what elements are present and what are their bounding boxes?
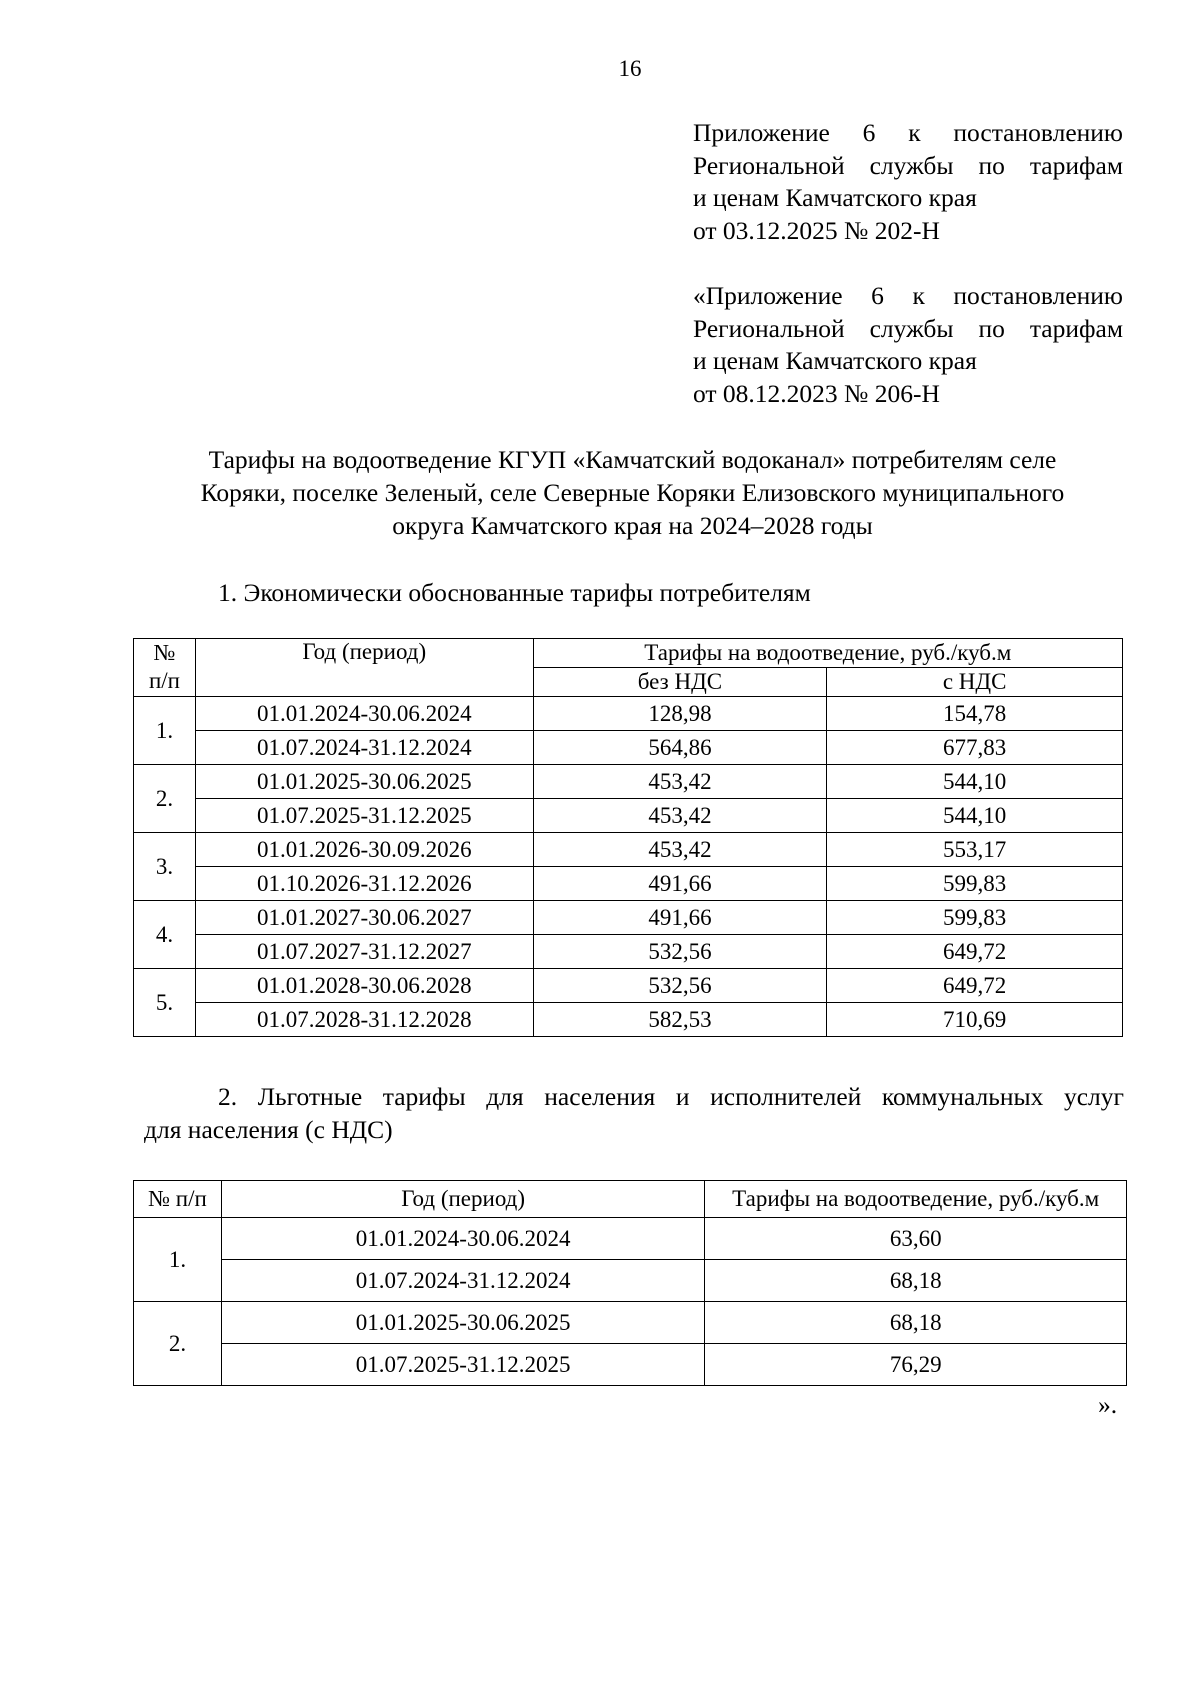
appendix-line: «Приложение 6 к постановлению <box>693 281 1123 310</box>
table-row <box>134 697 1123 731</box>
header-num <box>134 639 196 697</box>
row-number: 2. <box>134 1302 222 1386</box>
header-tariff: Тарифы на водоотведение, руб./куб.м <box>705 1181 1127 1218</box>
row-number: 1. <box>134 1218 222 1302</box>
tariff-without-vat-cell: 453,42 <box>533 799 827 833</box>
period-cell: 01.01.2027-30.06.2027 <box>195 901 533 935</box>
section2-heading-line1: 2. Льготные тарифы для населения и исполнителей коммунальных услуг <box>218 1082 1124 1111</box>
closing-quote: ». <box>1098 1390 1118 1419</box>
row-number: 2. <box>134 765 196 833</box>
tariff-without-vat-cell: 532,56 <box>533 935 827 969</box>
row-number: 4. <box>134 901 196 969</box>
economic-tariffs-table <box>133 638 1123 1037</box>
section1-heading: 1. Экономически обоснованные тарифы потребителям <box>218 578 811 607</box>
tariff-with-vat-cell: 154,78 <box>827 697 1123 731</box>
appendix-line: и ценам Камчатского края <box>693 183 977 212</box>
table-row <box>134 1302 1127 1344</box>
table-row <box>134 799 1123 833</box>
title-line: округа Камчатского края на 2024–2028 годы <box>392 511 873 540</box>
tariff-cell: 63,60 <box>705 1218 1127 1260</box>
appendix-line: Региональной службы по тарифам <box>693 313 1123 343</box>
tariff-cell: 68,18 <box>705 1302 1127 1344</box>
period-cell: 01.07.2024-31.12.2024 <box>221 1260 704 1302</box>
tariff-with-vat-cell: 544,10 <box>827 799 1123 833</box>
table-row <box>134 867 1123 901</box>
period-cell: 01.07.2025-31.12.2025 <box>221 1344 704 1386</box>
tariff-without-vat-cell: 582,53 <box>533 1003 827 1037</box>
tariff-without-vat-cell: 532,56 <box>533 969 827 1003</box>
appendix-line: и ценам Камчатского края <box>693 346 977 375</box>
period-cell: 01.01.2024-30.06.2024 <box>195 697 533 731</box>
tariff-without-vat-cell: 491,66 <box>533 867 827 901</box>
table-row <box>134 1260 1127 1302</box>
header-with-vat: с НДС <box>827 668 1123 697</box>
period-cell: 01.01.2026-30.09.2026 <box>195 833 533 867</box>
row-number: 3. <box>134 833 196 901</box>
period-cell: 01.07.2025-31.12.2025 <box>195 799 533 833</box>
table-row <box>134 969 1123 1003</box>
tariff-with-vat-cell: 599,83 <box>827 901 1123 935</box>
section2-heading-line2: для населения (с НДС) <box>144 1115 393 1144</box>
title-line: Коряки, поселке Зеленый, селе Северные Коряки Елизовского муниципального <box>200 478 1065 507</box>
title-line: Тарифы на водоотведение КГУП «Камчатский водоканал» потребителям селе <box>208 445 1057 474</box>
period-cell: 01.01.2025-30.06.2025 <box>195 765 533 799</box>
tariff-with-vat-cell: 649,72 <box>827 969 1123 1003</box>
tariff-without-vat-cell: 453,42 <box>533 833 827 867</box>
header-without-vat: без НДС <box>533 668 827 697</box>
tariff-with-vat-cell: 553,17 <box>827 833 1123 867</box>
period-cell: 01.01.2025-30.06.2025 <box>221 1302 704 1344</box>
preferential-tariffs-table <box>133 1180 1127 1386</box>
row-number: 5. <box>134 969 196 1037</box>
tariff-cell: 76,29 <box>705 1344 1127 1386</box>
tariff-with-vat-cell: 599,83 <box>827 867 1123 901</box>
appendix-line: Региональной службы по тарифам <box>693 150 1123 180</box>
section2-heading <box>144 1080 1124 1146</box>
period-cell: 01.07.2028-31.12.2028 <box>195 1003 533 1037</box>
tariff-without-vat-cell: 564,86 <box>533 731 827 765</box>
period-cell: 01.01.2028-30.06.2028 <box>195 969 533 1003</box>
table-row <box>134 731 1123 765</box>
tariff-with-vat-cell: 649,72 <box>827 935 1123 969</box>
header-num: № п/п <box>134 1181 222 1218</box>
appendix-current <box>693 117 1123 247</box>
header-period: Год (период) <box>195 639 533 697</box>
header-period: Год (период) <box>221 1181 704 1218</box>
table-row <box>134 1218 1127 1260</box>
tariff-without-vat-cell: 491,66 <box>533 901 827 935</box>
document-title <box>140 443 1125 542</box>
header-num-line2: п/п <box>148 668 180 693</box>
table-row <box>134 935 1123 969</box>
appendix-line: от 08.12.2023 № 206-Н <box>693 378 940 408</box>
header-tariffs: Тарифы на водоотведение, руб./куб.м <box>533 639 1122 668</box>
tariff-with-vat-cell: 710,69 <box>827 1003 1123 1037</box>
period-cell: 01.07.2024-31.12.2024 <box>195 731 533 765</box>
appendix-original <box>693 280 1123 410</box>
period-cell: 01.10.2026-31.12.2026 <box>195 867 533 901</box>
tariff-with-vat-cell: 544,10 <box>827 765 1123 799</box>
tariff-with-vat-cell: 677,83 <box>827 731 1123 765</box>
page-number: 16 <box>618 56 642 81</box>
tariff-cell: 68,18 <box>705 1260 1127 1302</box>
appendix-line: Приложение 6 к постановлению <box>693 118 1123 147</box>
header-num-line1: № <box>153 640 176 665</box>
period-cell: 01.07.2027-31.12.2027 <box>195 935 533 969</box>
tariff-without-vat-cell: 453,42 <box>533 765 827 799</box>
table-row <box>134 765 1123 799</box>
table-row <box>134 1003 1123 1037</box>
table-row <box>134 833 1123 867</box>
tariff-without-vat-cell: 128,98 <box>533 697 827 731</box>
period-cell: 01.01.2024-30.06.2024 <box>221 1218 704 1260</box>
row-number: 1. <box>134 697 196 765</box>
table-row <box>134 1344 1127 1386</box>
appendix-line: от 03.12.2025 № 202-Н <box>693 215 940 245</box>
table-row <box>134 901 1123 935</box>
